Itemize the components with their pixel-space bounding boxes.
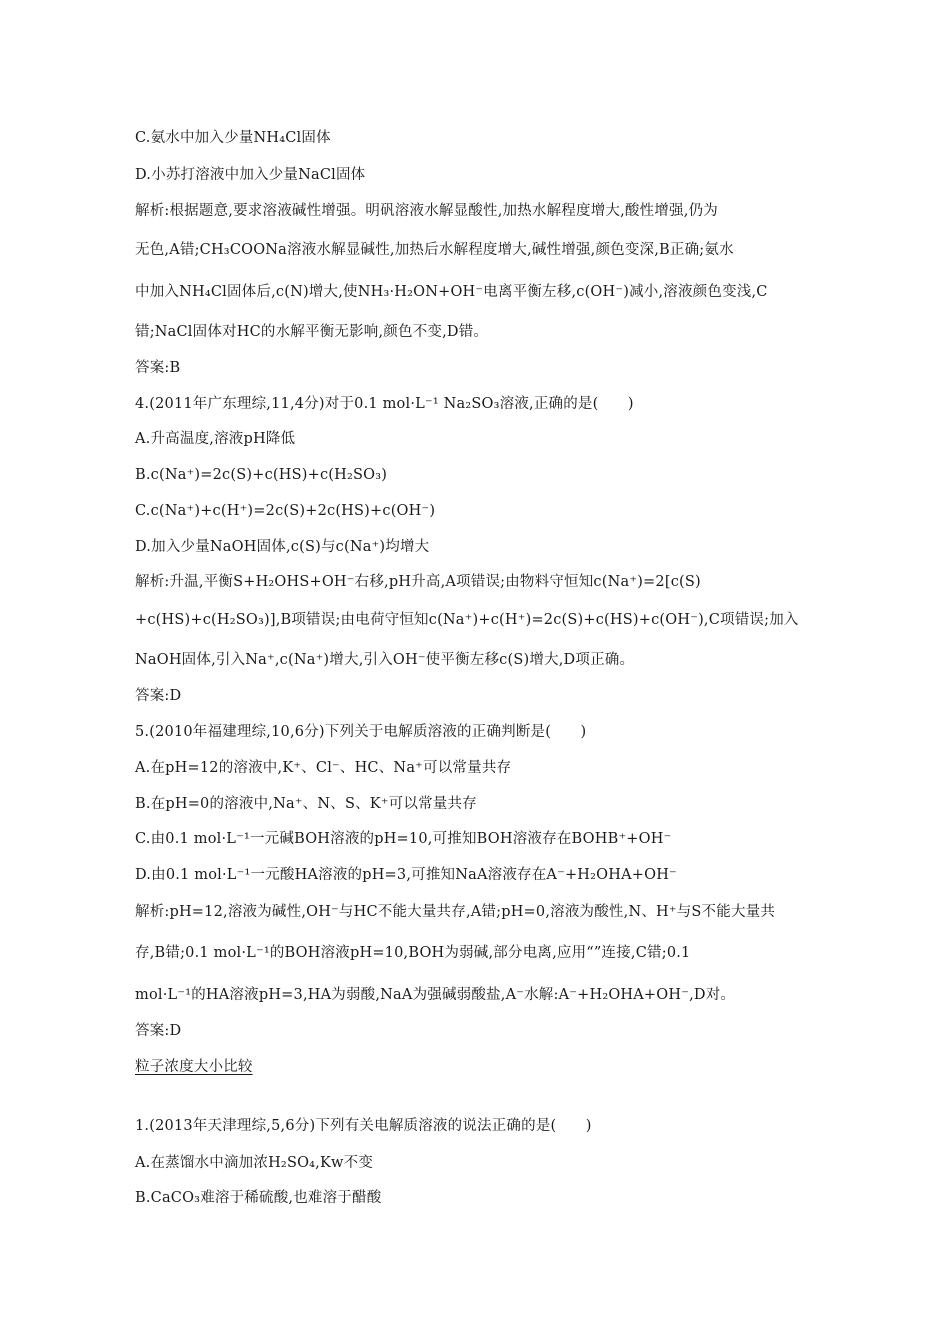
- analysis-line: 存,B错;0.1 mol·L⁻¹的BOH溶液pH=10,BOH为弱碱,部分电离,应用“”连接,C错;0.1: [135, 945, 691, 961]
- question-line: 1.(2013年天津理综,5,6分)下列有关电解质溶液的说法正确的是( ): [135, 1118, 592, 1134]
- option-line: D.加入少量NaOH固体,c(S)与c(Na⁺)均增大: [135, 539, 430, 555]
- option-line: C.c(Na⁺)+c(H⁺)=2c(S)+2c(HS)+c(OH⁻): [135, 503, 436, 519]
- option-line: C.氨水中加入少量NH₄Cl固体: [135, 130, 331, 146]
- answer-line: 答案:D: [135, 1023, 182, 1039]
- analysis-line: 无色,A错;CH₃COONa溶液水解显碱性,加热后水解程度增大,碱性增强,颜色变深,B正确;氨水: [135, 242, 734, 258]
- option-line: B.c(Na⁺)=2c(S)+c(HS)+c(H₂SO₃): [135, 467, 388, 483]
- option-line: A.在pH=12的溶液中,K⁺、Cl⁻、HC、Na⁺可以常量共存: [135, 760, 512, 776]
- question-line: 5.(2010年福建理综,10,6分)下列关于电解质溶液的正确判断是( ): [135, 724, 587, 740]
- option-line: C.由0.1 mol·L⁻¹一元碱BOH溶液的pH=10,可推知BOH溶液存在BOHB⁺+OH⁻: [135, 831, 672, 847]
- analysis-line: mol·L⁻¹的HA溶液pH=3,HA为弱酸,NaA为强碱弱酸盐,A⁻水解:A⁻+H₂OHA+OH⁻,D对。: [135, 987, 736, 1003]
- analysis-line: NaOH固体,引入Na⁺,c(Na⁺)增大,引入OH⁻使平衡左移c(S)增大,D项正确。: [135, 652, 635, 668]
- analysis-line: +c(HS)+c(H₂SO₃)],B项错误;由电荷守恒知c(Na⁺)+c(H⁺)=2c(S)+c(HS)+c(OH⁻),C项错误;加入: [135, 612, 799, 628]
- option-line: B.在pH=0的溶液中,Na⁺、N、S、K⁺可以常量共存: [135, 796, 477, 812]
- option-line: D.小苏打溶液中加入少量NaCl固体: [135, 167, 366, 183]
- analysis-line: 解析:升温,平衡S+H₂OHS+OH⁻右移,pH升高,A项错误;由物料守恒知c(Na⁺)=2[c(S): [135, 574, 701, 590]
- answer-line: 答案:B: [135, 360, 181, 376]
- question-line: 4.(2011年广东理综,11,4分)对于0.1 mol·L⁻¹ Na₂SO₃溶液,正确的是( ): [135, 396, 634, 412]
- option-line: B.CaCO₃难溶于稀硫酸,也难溶于醋酸: [135, 1190, 382, 1206]
- section-heading: 粒子浓度大小比较: [135, 1059, 253, 1075]
- analysis-line: 解析:pH=12,溶液为碱性,OH⁻与HC不能大量共存,A错;pH=0,溶液为酸性,N、H⁺与S不能大量共: [135, 904, 776, 920]
- answer-line: 答案:D: [135, 688, 182, 704]
- option-line: D.由0.1 mol·L⁻¹一元酸HA溶液的pH=3,可推知NaA溶液存在A⁻+H₂OHA+OH⁻: [135, 867, 677, 883]
- option-line: A.升高温度,溶液pH降低: [135, 431, 296, 447]
- analysis-line: 错;NaCl固体对HC的水解平衡无影响,颜色不变,D错。: [135, 324, 489, 340]
- option-line: A.在蒸馏水中滴加浓H₂SO₄,Kw不变: [135, 1155, 374, 1171]
- analysis-line: 解析:根据题意,要求溶液碱性增强。明矾溶液水解显酸性,加热水解程度增大,酸性增强,仍为: [135, 203, 718, 219]
- analysis-line: 中加入NH₄Cl固体后,c(N)增大,使NH₃·H₂ON+OH⁻电离平衡左移,c(OH⁻)减小,溶液颜色变浅,C: [135, 284, 768, 300]
